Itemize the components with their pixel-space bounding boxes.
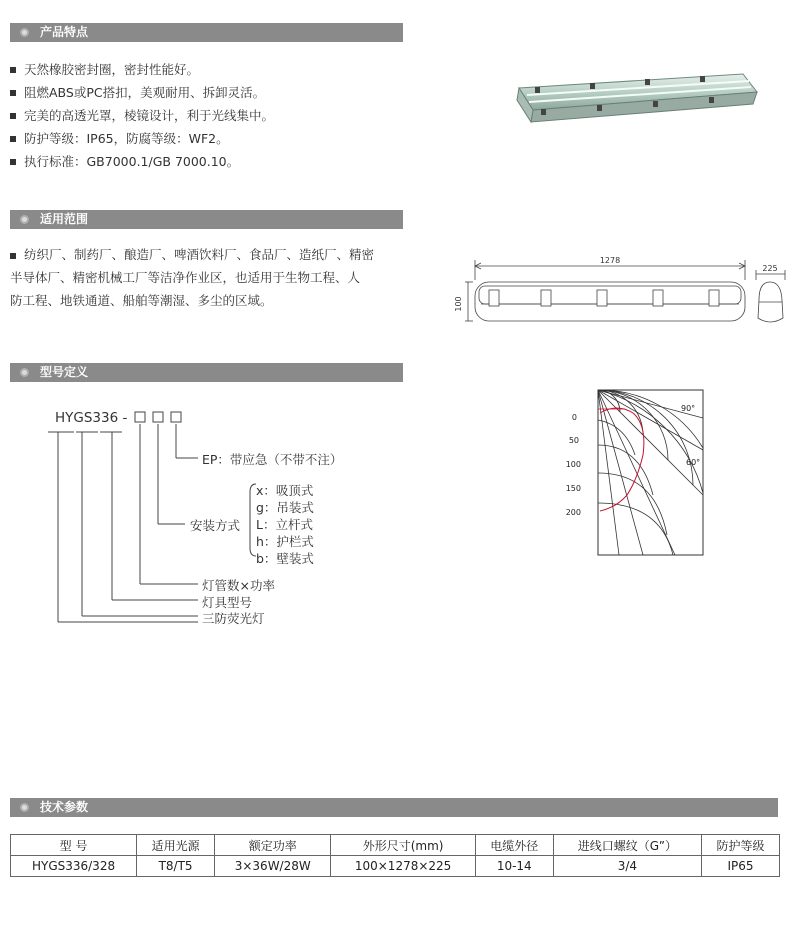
dim-height-label: 100 — [454, 296, 463, 312]
square-bullet-icon — [10, 159, 16, 165]
section-bar-features — [10, 23, 403, 42]
polar-radial-label: 150 — [565, 484, 581, 493]
dim-length-label: 1278 — [599, 256, 621, 265]
list-item: 完美的高透光罩，棱镜设计，利于光线集中。 — [10, 104, 274, 127]
section-title: 产品特点 — [40, 25, 89, 39]
table-header-cell: 额定功率 — [215, 835, 331, 856]
list-item: 防护等级：IP65，防腐等级：WF2。 — [10, 127, 274, 150]
table-cell: 3×36W/28W — [215, 856, 331, 877]
table-header-cell: 防护等级 — [701, 835, 779, 856]
table-header-cell: 进线口螺纹（G”） — [553, 835, 701, 856]
bullet-circle-icon — [20, 28, 29, 37]
square-bullet-icon — [10, 90, 16, 96]
table-cell: 100×1278×225 — [331, 856, 475, 877]
model-tube-label: 灯管数×功率 — [202, 578, 275, 593]
section-title: 适用范围 — [40, 212, 89, 226]
bullet-circle-icon — [20, 803, 29, 812]
dimension-drawing — [445, 252, 790, 332]
install-options — [256, 482, 314, 567]
polar-radial-label: 200 — [565, 508, 581, 517]
install-option: b：壁装式 — [256, 551, 314, 566]
install-option: h：护栏式 — [256, 534, 314, 549]
table-header-cell: 适用光源 — [137, 835, 215, 856]
section-bar-scope — [10, 210, 403, 229]
model-type-label: 灯具型号 — [202, 595, 253, 610]
square-bullet-icon — [10, 253, 16, 259]
lamp-photo — [505, 68, 765, 128]
install-option: g：吊装式 — [256, 500, 314, 515]
bullet-circle-icon — [20, 368, 29, 377]
scope-line: 防工程、地铁通道、船舶等潮湿、多尘的区域。 — [10, 293, 273, 308]
scope-line: 纺织厂、制药厂、酿造厂、啤酒饮料厂、食品厂、造纸厂、精密 — [10, 243, 410, 266]
polar-angle-label: 90° — [681, 404, 696, 413]
table-header-cell: 型 号 — [11, 835, 137, 856]
features-list — [10, 58, 274, 173]
dim-width-label: 225 — [762, 264, 778, 273]
list-item: 天然橡胶密封圈，密封性能好。 — [10, 58, 274, 81]
scope-line: 半导体厂、精密机械工厂等洁净作业区，也适用于生物工程、人 — [10, 270, 361, 285]
table-cell: 10-14 — [475, 856, 553, 877]
polar-radial-label: 100 — [565, 460, 581, 469]
section-title: 型号定义 — [40, 365, 89, 379]
scope-paragraph — [10, 243, 410, 312]
polar-radial-label: 50 — [568, 436, 579, 445]
bullet-circle-icon — [20, 215, 29, 224]
list-item: 阻燃ABS或PC搭扣，美观耐用、拆卸灵活。 — [10, 81, 274, 104]
model-install-label: 安装方式 — [190, 518, 241, 533]
section-title: 技术参数 — [40, 800, 89, 814]
polar-angle-label: 60° — [686, 458, 701, 467]
model-code: HYGS336 - — [55, 410, 128, 426]
polar-radial-label: 0 — [571, 413, 577, 422]
table-row — [11, 856, 780, 877]
table-cell: T8/T5 — [137, 856, 215, 877]
install-option: L：立杆式 — [256, 517, 313, 532]
table-cell: IP65 — [701, 856, 779, 877]
table-header-row — [11, 835, 780, 856]
square-bullet-icon — [10, 136, 16, 142]
table-header-cell: 外形尺寸(mm) — [331, 835, 475, 856]
light-distribution-diagram — [555, 385, 715, 560]
model-ep-label: EP：带应急（不带不注） — [202, 452, 343, 467]
table-cell: HYGS336/328 — [11, 856, 137, 877]
model-name-label: 三防荧光灯 — [202, 611, 265, 626]
square-bullet-icon — [10, 67, 16, 73]
install-option: x：吸顶式 — [256, 483, 314, 498]
section-bar-model — [10, 363, 403, 382]
list-item: 执行标准：GB7000.1/GB 7000.10。 — [10, 150, 274, 173]
square-bullet-icon — [10, 113, 16, 119]
table-cell: 3/4 — [553, 856, 701, 877]
table-header-cell: 电缆外径 — [475, 835, 553, 856]
section-bar-tech — [10, 798, 778, 817]
spec-table — [10, 834, 780, 877]
